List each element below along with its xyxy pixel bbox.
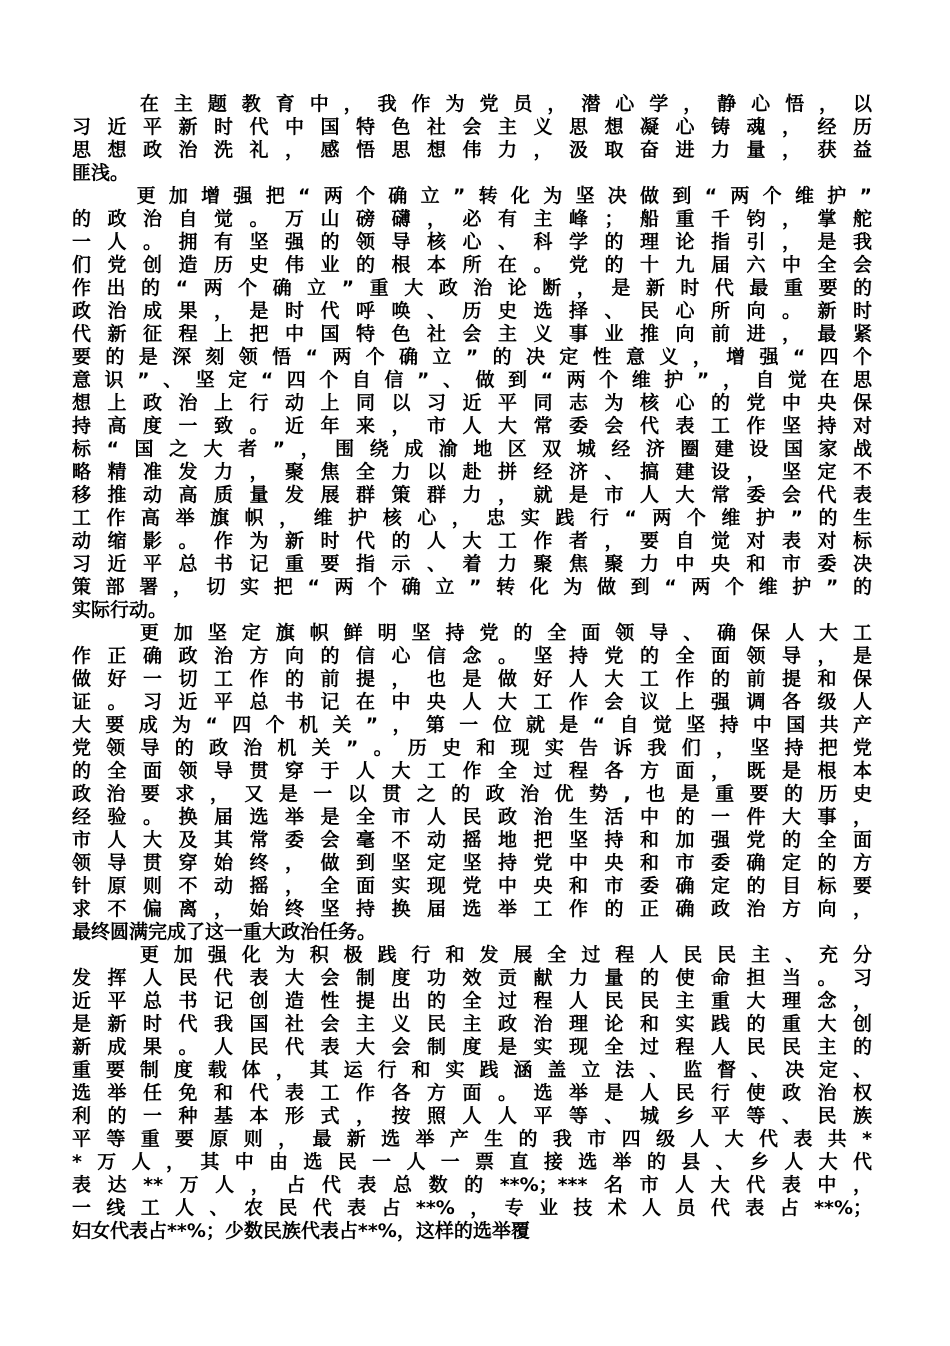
document-body — [72, 93, 872, 1243]
paragraph-2-line: 政治成果，是时代呼唤、历史选择、民心所向。新时 — [72, 300, 872, 322]
paragraph-2-line: 意识”、坚定“四个自信”、做到“两个维护”，自觉在思 — [72, 369, 872, 391]
paragraph-3-line: 的全面领导贯穿于人大工作全过程各方面，既是根本 — [72, 760, 872, 782]
paragraph-4-line: 近平总书记创造性提出的全过程人民民主重大理念， — [72, 990, 872, 1012]
paragraph-2-line: 的政治自觉。万山磅礴，必有主峰；船重千钧，掌舵 — [72, 208, 872, 230]
paragraph-3-line: 更加坚定旗帜鲜明坚持党的全面领导、确保人大工 — [72, 622, 872, 644]
paragraph-2-line: 想上政治上行动上同以习近平同志为核心的党中央保 — [72, 392, 872, 414]
paragraph-3-line: 大要成为“四个机关”，第一位就是“自觉坚持中国共产 — [72, 714, 872, 736]
paragraph-4-line: 表达**万人，占代表总数的**%；***名市人大代表中， — [72, 1174, 872, 1196]
paragraph-1-line: 在主题教育中，我作为党员，潜心学，静心悟，以 — [72, 93, 872, 115]
paragraph-2-line: 实际行动。 — [72, 599, 168, 621]
paragraph-3-line: 市人大及其常委会毫不动摇地把坚持和加强党的全面 — [72, 829, 872, 851]
paragraph-2-line: 工作高举旗帜，维护核心，忠实践行“两个维护”的生 — [72, 507, 872, 529]
paragraph-3-line: 经验。换届选举是全市人民政治生活中的一件大事， — [72, 806, 872, 828]
paragraph-2-line: 标“国之大者”，围绕成渝地区双城经济圈建设国家战 — [72, 438, 872, 460]
paragraph-2-line: 持高度一致。近年来，市人大常委会代表工作坚持对 — [72, 415, 872, 437]
paragraph-2-line: 略精准发力，聚焦全力以赴拼经济、搞建设，坚定不 — [72, 461, 872, 483]
paragraph-2-line: 要的是深刻领悟“两个确立”的决定性意义，增强“四个 — [72, 346, 872, 368]
paragraph-3-line: 针原则不动摇，全面实现党中央和市委确定的目标要 — [72, 875, 872, 897]
paragraph-4-line: 是新时代我国社会主义民主政治理论和实践的重大创 — [72, 1013, 872, 1035]
paragraph-3-line: 证。习近平总书记在中央人大工作会议上强调各级人 — [72, 691, 872, 713]
paragraph-2-line: 策部署，切实把“两个确立”转化为做到“两个维护”的 — [72, 576, 872, 598]
paragraph-3-line: 求不偏离，始终坚持换届选举工作的正确政治方向， — [72, 898, 872, 920]
paragraph-3-line: 作正确政治方向的信心信念。坚持党的全面领导，是 — [72, 645, 872, 667]
paragraph-1-line: 思想政治洗礼，感悟思想伟力，汲取奋进力量，获益 — [72, 139, 872, 161]
paragraph-2-line: 移推动高质量发展群策群力，就是市人大常委会代表 — [72, 484, 872, 506]
paragraph-3-line: 领导贯穿始终，做到坚定坚持党中央和市委确定的方 — [72, 852, 872, 874]
paragraph-4-line: 更加强化为积极践行和发展全过程人民民主、充分 — [72, 944, 872, 966]
paragraph-3-line: 党领导的政治机关”。历史和现实告诉我们，坚持把党 — [72, 737, 872, 759]
paragraph-2-line: 更加增强把“两个确立”转化为坚决做到“两个维护” — [72, 185, 872, 207]
paragraph-3-line: 政治要求，又是一以贯之的政治优势,也是重要的历史 — [72, 783, 872, 805]
paragraph-4-line: 重要制度载体，其运行和实践涵盖立法、监督、决定、 — [72, 1059, 872, 1081]
paragraph-4-line: *万人，其中由选民一人一票直接选举的县、乡人大代 — [72, 1151, 872, 1173]
paragraph-4-line: 选举任免和代表工作各方面。选举是人民行使政治权 — [72, 1082, 872, 1104]
paragraph-3-line: 做好一切工作的前提，也是做好人大工作的前提和保 — [72, 668, 872, 690]
paragraph-2-line: 们党创造历史伟业的根本所在。党的十九届六中全会 — [72, 254, 872, 276]
paragraph-4-line: 新成果。人民代表大会制度是实现全过程人民民主的 — [72, 1036, 872, 1058]
paragraph-3-line: 最终圆满完成了这一重大政治任务。 — [72, 921, 377, 943]
paragraph-4-line: 妇女代表占**%；少数民族代表占**%，这样的选举覆 — [72, 1220, 530, 1242]
paragraph-2-line: 动缩影。作为新时代的人大工作者，要自觉对表对标 — [72, 530, 872, 552]
paragraph-4-line: 利的一种基本形式，按照人人平等、城乡平等、民族 — [72, 1105, 872, 1127]
paragraph-1-line: 匪浅。 — [72, 162, 130, 184]
paragraph-4-line: 平等重要原则，最新选举产生的我市四级人大代表共* — [72, 1128, 872, 1150]
paragraph-4-line: 发挥人民代表大会制度功效贡献力量的使命担当。习 — [72, 967, 872, 989]
paragraph-2-line: 代新征程上把中国特色社会主义事业推向前进，最紧 — [72, 323, 872, 345]
paragraph-2-line: 作出的“两个确立”重大政治论断，是新时代最重要的 — [72, 277, 872, 299]
paragraph-4-line: 一线工人、农民代表占**%，专业技术人员代表占**%； — [72, 1197, 872, 1219]
paragraph-1-line: 习近平新时代中国特色社会主义思想凝心铸魂，经历 — [72, 116, 872, 138]
paragraph-2-line: 一人。拥有坚强的领导核心、科学的理论指引，是我 — [72, 231, 872, 253]
paragraph-2-line: 习近平总书记重要指示、着力聚焦聚力中央和市委决 — [72, 553, 872, 575]
